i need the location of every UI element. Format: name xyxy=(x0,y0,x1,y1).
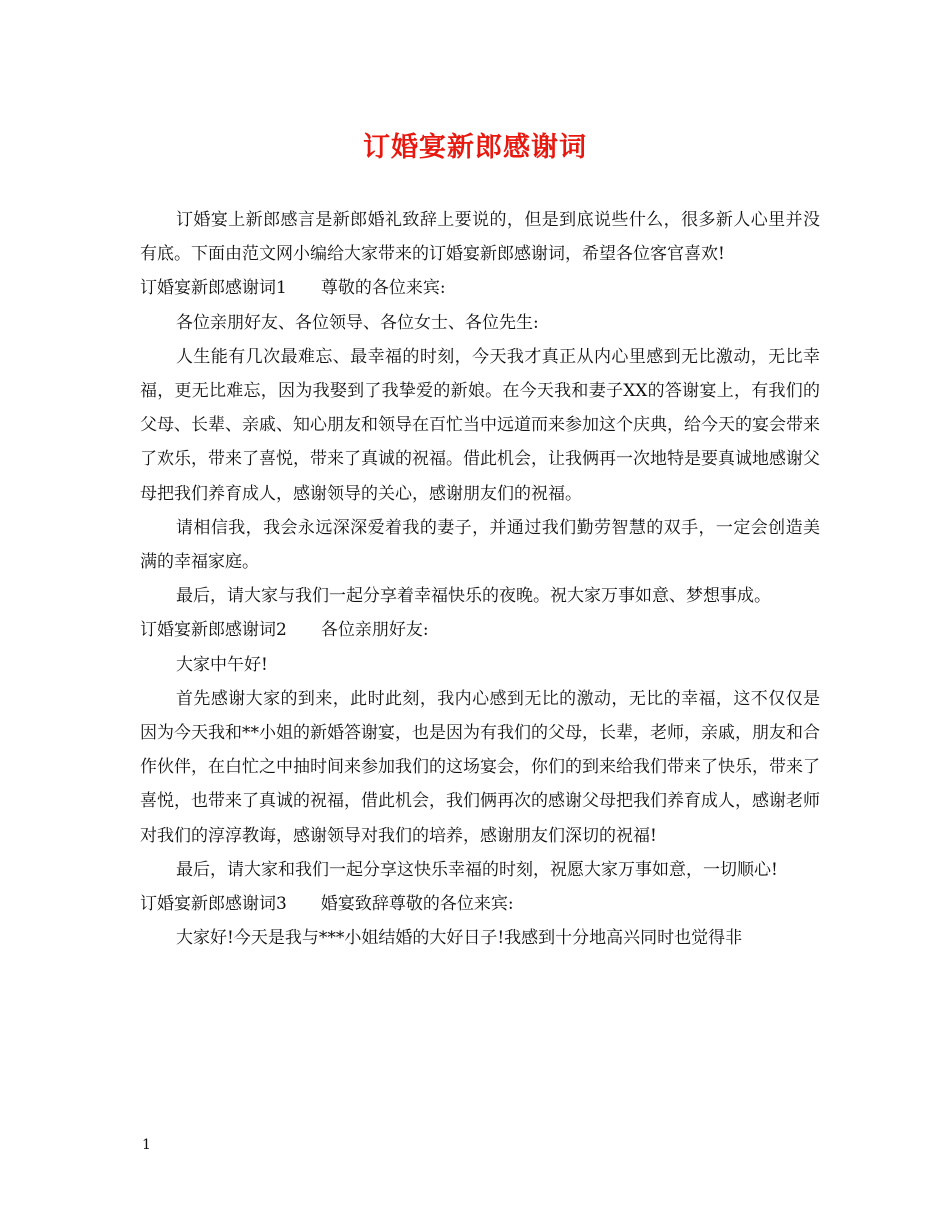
page-number: 1 xyxy=(142,1137,151,1153)
section-1-heading: 订婚宴新郎感谢词1 xyxy=(140,278,287,299)
section-2-paragraph: 首先感谢大家的到来，此时此刻，我内心感到无比的激动，无比的幸福，这不仅仅是因为今天我和**小姐的新婚答谢宴，也是因为有我们的父母，长辈，老师，亲戚，朋友和合作伙伴，在白忙之中抽时间来参加我们的这场宴会，你们的到来给我们带来了快乐，带来了喜悦，也带来了真诚的祝福，借此机会，我们俩再次的感谢父母把我们养育成人，感谢老师对我们的淳淳教诲，感谢领导对我们的培养，感谢朋友们深切的祝福! xyxy=(140,688,820,846)
section-3-greeting: 婚宴致辞尊敬的各位来宾: xyxy=(320,894,514,915)
section-1-greeting: 尊敬的各位来宾: xyxy=(320,278,446,299)
section-2-paragraph: 最后，请大家和我们一起分享这快乐幸福的时刻，祝愿大家万事如意，一切顺心! xyxy=(176,859,778,880)
section-3-heading: 订婚宴新郎感谢词3 xyxy=(140,894,287,915)
section-3-paragraph: 大家好!今天是我与***小姐结婚的大好日子!我感到十分地高兴同时也觉得非 xyxy=(176,928,743,949)
section-1-paragraph: 最后，请大家与我们一起分享着幸福快乐的夜晚。祝大家万事如意、梦想事成。 xyxy=(176,586,771,607)
document-title: 订婚宴新郎感谢词 xyxy=(363,132,587,163)
section-2-heading: 订婚宴新郎感谢词2 xyxy=(140,620,287,641)
section-2-paragraph: 大家中午好! xyxy=(176,654,268,675)
intro-paragraph: 订婚宴上新郎感言是新郎婚礼致辞上要说的，但是到底说些什么，很多新人心里并没有底。下面由范文网小编给大家带来的订婚宴新郎感谢词，希望各位客官喜欢! xyxy=(140,210,820,265)
section-1-heading-line xyxy=(140,271,820,305)
section-3-heading-line xyxy=(140,887,820,921)
section-1-paragraph: 人生能有几次最难忘、最幸福的时刻，今天我才真正从内心里感到无比激动，无比幸福，更无比难忘，因为我娶到了我挚爱的新娘。在今天我和妻子XX的答谢宴上，有我们的父母、长辈、亲戚、知心朋友和领导在百忙当中远道而来参加这个庆典，给今天的宴会带来了欢乐，带来了喜悦，带来了真诚的祝福。借此机会，让我俩再一次地特是要真诚地感谢父母把我们养育成人，感谢领导的关心，感谢朋友们的祝福。 xyxy=(140,346,820,504)
section-2-greeting: 各位亲朋好友: xyxy=(320,620,429,641)
document-body xyxy=(140,200,820,955)
section-1-paragraph: 各位亲朋好友、各位领导、各位女士、各位先生: xyxy=(176,312,539,333)
section-2-heading-line xyxy=(140,613,820,647)
section-1-paragraph: 请相信我，我会永远深深爱着我的妻子，并通过我们勤劳智慧的双手，一定会创造美满的幸福家庭。 xyxy=(140,517,820,573)
